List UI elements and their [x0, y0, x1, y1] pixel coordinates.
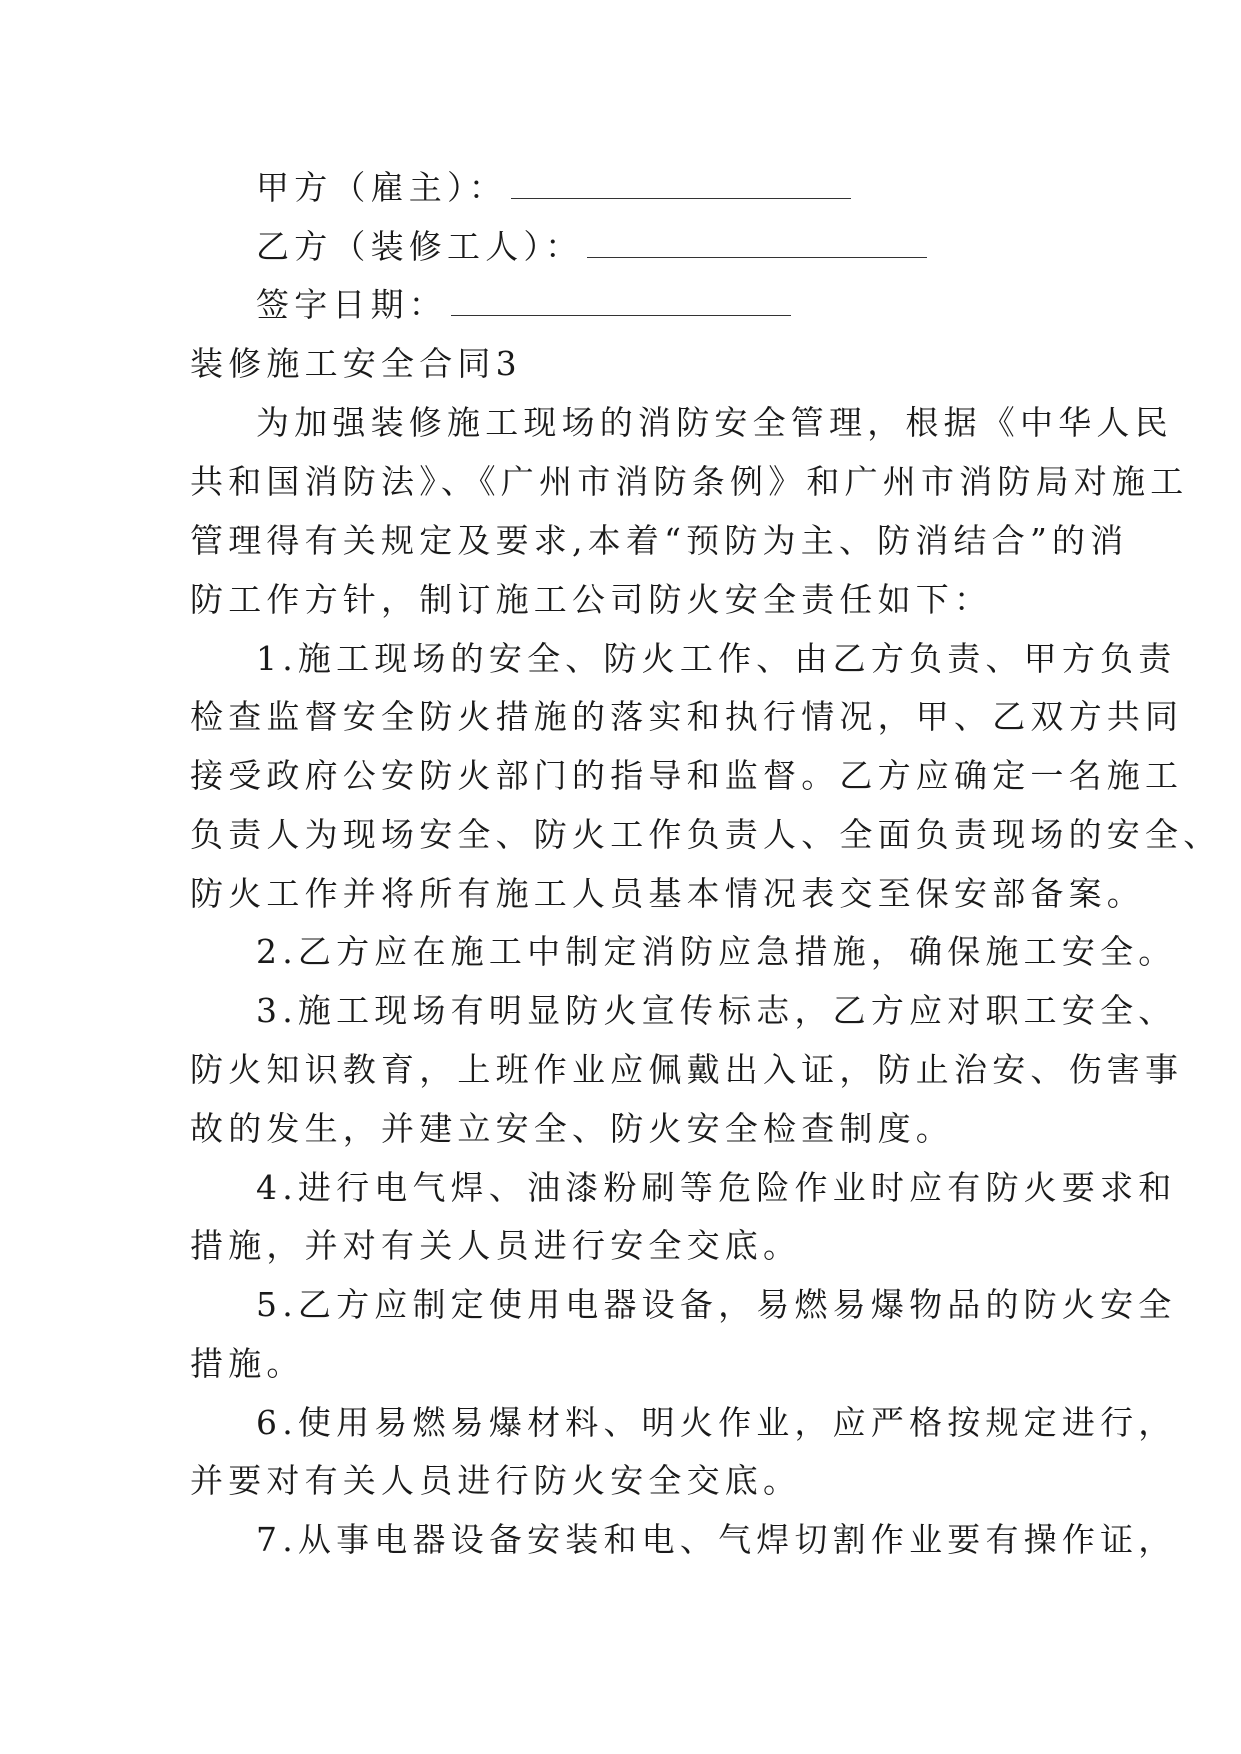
paragraph-line: 防工作方针，制订施工公司防火安全责任如下： [190, 580, 993, 619]
paragraph-line: 管理得有关规定及要求,本着“预防为主、防消结合”的消 [190, 521, 1129, 560]
clause-3-line: 防火知识教育，上班作业应佩戴出入证，防止治安、伤害事 [190, 1050, 1184, 1089]
clause-3-line: 3.施工现场有明显防火宣传标志，乙方应对职工安全、 [256, 991, 1177, 1030]
party-a-signature-blank [511, 170, 851, 199]
clause-4-line: 4.进行电气焊、油漆粉刷等危险作业时应有防火要求和 [256, 1168, 1177, 1207]
contract-title: 装修施工安全合同3 [190, 344, 522, 383]
clause-6-line: 6.使用易燃易爆材料、明火作业，应严格按规定进行， [256, 1403, 1177, 1442]
clause-4-line: 措施，并对有关人员进行安全交底。 [190, 1226, 802, 1265]
party-a-signature-line [256, 168, 851, 208]
paragraph-line: 为加强装修施工现场的消防安全管理，根据《中华人民 [256, 403, 1173, 442]
clause-1-line: 防火工作并将所有施工人员基本情况表交至保安部备案。 [190, 874, 1145, 913]
party-b-signature-blank [587, 229, 927, 258]
clause-1-line: 1.施工现场的安全、防火工作、由乙方负责、甲方负责 [256, 639, 1177, 678]
clause-1-line: 检查监督安全防火措施的落实和执行情况，甲、乙双方共同 [190, 697, 1184, 736]
clause-6-line: 并要对有关人员进行防火安全交底。 [190, 1461, 802, 1500]
clause-2-line: 2.乙方应在施工中制定消防应急措施，确保施工安全。 [256, 932, 1177, 971]
sign-date-blank [451, 287, 791, 316]
clause-1-line: 负责人为现场安全、防火工作负责人、全面负责现场的安全、 [190, 815, 1222, 854]
party-a-label: 甲方（雇主）： [256, 168, 507, 207]
party-b-label: 乙方（装修工人）： [256, 227, 584, 266]
clause-5-line: 5.乙方应制定使用电器设备，易燃易爆物品的防火安全 [256, 1285, 1177, 1324]
paragraph-line: 共和国消防法》、《广州市消防条例》和广州市消防局对施工 [190, 462, 1189, 501]
clause-7-line: 7.从事电器设备安装和电、气焊切割作业要有操作证， [256, 1520, 1177, 1559]
party-b-signature-line [256, 227, 927, 267]
sign-date-line [256, 285, 791, 325]
clause-1-line: 接受政府公安防火部门的指导和监督。乙方应确定一名施工 [190, 756, 1184, 795]
clause-5-line: 措施。 [190, 1344, 305, 1383]
clause-3-line: 故的发生，并建立安全、防火安全检查制度。 [190, 1109, 954, 1148]
sign-date-label: 签字日期： [256, 285, 447, 324]
